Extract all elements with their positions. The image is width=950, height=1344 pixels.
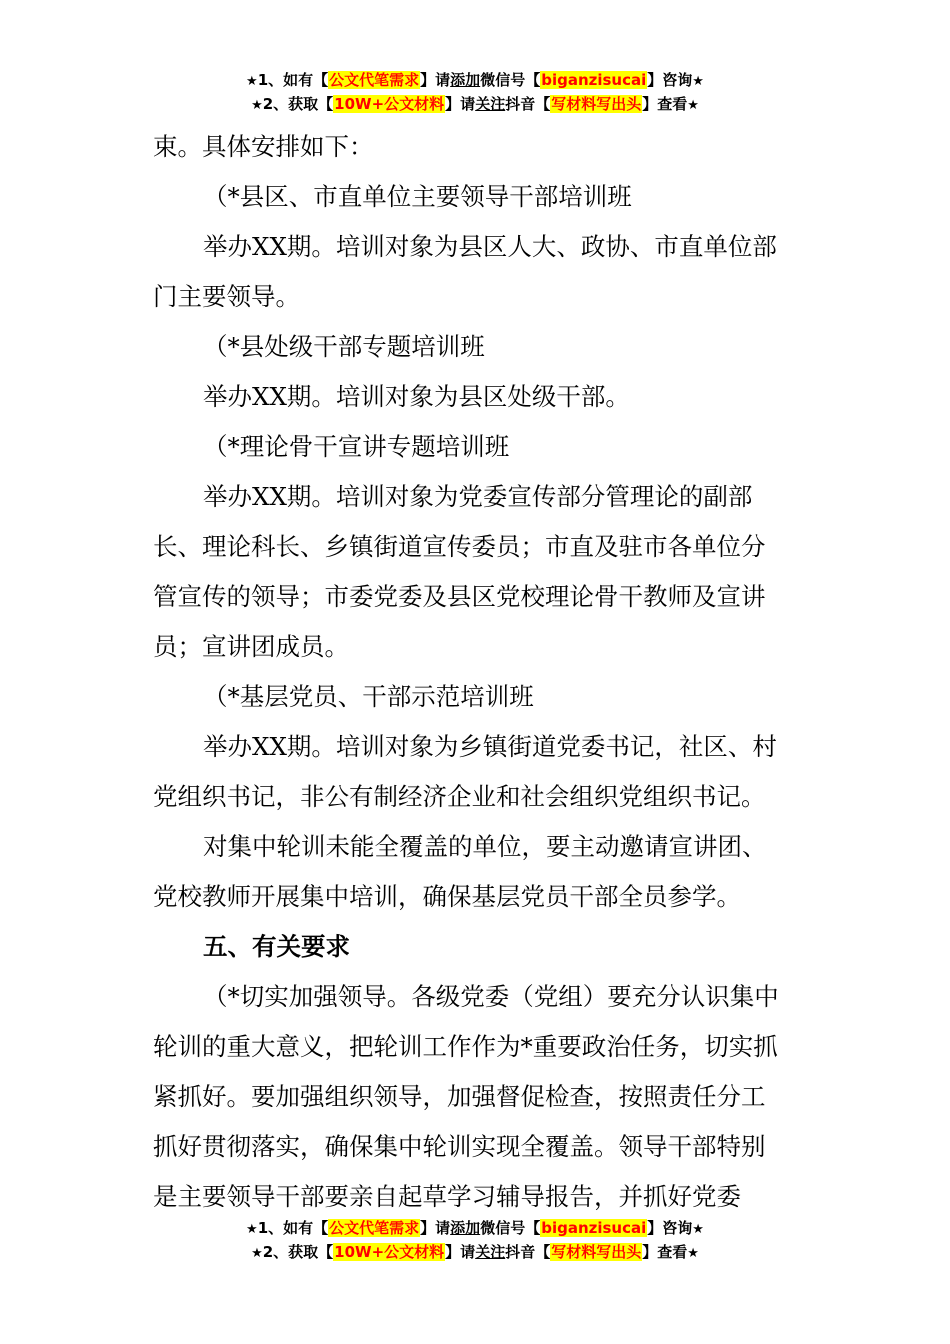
body-line: 抓好贯彻落实，确保集中轮训实现全覆盖。领导干部特别: [153, 1132, 766, 1161]
banner-text: 抖音【: [505, 1243, 551, 1261]
chapter-heading: 五、有关要求: [203, 932, 350, 961]
banner-text: 】请: [420, 1219, 451, 1237]
banner-text: 】请: [445, 1243, 476, 1261]
banner-underlined: 关注: [475, 95, 506, 113]
star-icon: ★: [246, 74, 258, 89]
banner-highlight: 公文代笔需求: [329, 71, 420, 89]
banner-text: 】查看: [642, 95, 688, 113]
banner-highlight: 10W+公文材料: [334, 1243, 445, 1261]
footer-banner: [0, 1217, 950, 1265]
body-line: 举办XX期。培训对象为县区处级干部。: [203, 382, 630, 411]
star-icon: ★: [692, 1222, 704, 1237]
banner-text: 微信号【: [480, 71, 541, 89]
banner-highlight: 10W+公文材料: [334, 95, 445, 113]
banner-highlight: biganzisucai: [541, 1219, 647, 1237]
body-line: 是主要领导干部要亲自起草学习辅导报告，并抓好党委: [153, 1182, 741, 1211]
body-line: 门主要领导。: [153, 282, 300, 311]
body-line: 对集中轮训未能全覆盖的单位，要主动邀请宣讲团、: [203, 832, 767, 861]
star-icon: ★: [687, 1246, 699, 1261]
banner-underlined: 关注: [475, 1243, 506, 1261]
section-heading: （*县处级干部专题培训班: [203, 332, 485, 361]
banner-underlined: 添加: [450, 71, 481, 89]
body-line: 管宣传的领导；市委党委及县区党校理论骨干教师及宣讲: [153, 582, 766, 611]
document-body: [153, 122, 808, 1222]
banner-text: 】查看: [642, 1243, 688, 1261]
body-line: 举办XX期。培训对象为党委宣传部分管理论的副部: [203, 482, 753, 511]
banner-highlight: 写材料写出头: [551, 95, 642, 113]
banner-text: 1、如有【: [257, 1219, 329, 1237]
banner-text: 】请: [445, 95, 476, 113]
banner-text: 2、获取【: [262, 1243, 334, 1261]
banner-text: 抖音【: [505, 95, 551, 113]
banner-highlight: 写材料写出头: [551, 1243, 642, 1261]
body-line: 员；宣讲团成员。: [153, 632, 349, 661]
body-line: 举办XX期。培训对象为县区人大、政协、市直单位部: [203, 232, 777, 261]
banner-highlight: biganzisucai: [541, 71, 647, 89]
banner-highlight: 公文代笔需求: [329, 1219, 420, 1237]
star-icon: ★: [251, 1246, 263, 1261]
banner-text: 】咨询: [647, 71, 693, 89]
star-icon: ★: [692, 74, 704, 89]
body-line: 紧抓好。要加强组织领导，加强督促检查，按照责任分工: [153, 1082, 766, 1111]
banner-line-1: [0, 69, 950, 93]
section-heading: （*基层党员、干部示范培训班: [203, 682, 534, 711]
body-line: 党组织书记，非公有制经济企业和社会组织党组织书记。: [153, 782, 766, 811]
body-line: 束。具体安排如下：: [153, 132, 374, 161]
section-heading: （*理论骨干宣讲专题培训班: [203, 432, 510, 461]
header-banner: [0, 69, 950, 117]
banner-line-1: [0, 1217, 950, 1241]
banner-text: 1、如有【: [257, 71, 329, 89]
banner-text: 微信号【: [480, 1219, 541, 1237]
banner-text: 】请: [420, 71, 451, 89]
banner-underlined: 添加: [450, 1219, 481, 1237]
banner-text: 】咨询: [647, 1219, 693, 1237]
star-icon: ★: [246, 1222, 258, 1237]
section-heading: （*县区、市直单位主要领导干部培训班: [203, 182, 632, 211]
star-icon: ★: [687, 98, 699, 113]
banner-line-2: [0, 1241, 950, 1265]
banner-text: 2、获取【: [262, 95, 334, 113]
body-line: （*切实加强领导。各级党委（党组）要充分认识集中: [203, 982, 779, 1011]
star-icon: ★: [251, 98, 263, 113]
body-line: 党校教师开展集中培训，确保基层党员干部全员参学。: [153, 882, 741, 911]
banner-line-2: [0, 93, 950, 117]
body-line: 长、理论科长、乡镇街道宣传委员；市直及驻市各单位分: [153, 532, 766, 561]
body-line: 举办XX期。培训对象为乡镇街道党委书记，社区、村: [203, 732, 777, 761]
body-line: 轮训的重大意义，把轮训工作作为*重要政治任务，切实抓: [153, 1032, 778, 1061]
